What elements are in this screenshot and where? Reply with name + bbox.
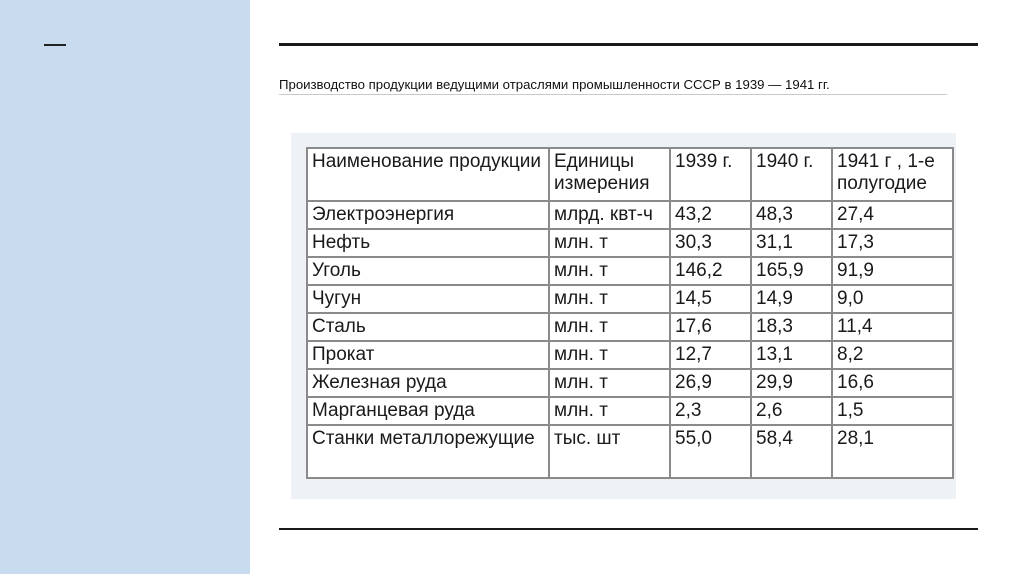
cell-1939: 43,2 — [670, 201, 751, 229]
cell-unit: млрд. квт-ч — [549, 201, 670, 229]
cell-1940: 165,9 — [751, 257, 832, 285]
cell-unit: млн. т — [549, 341, 670, 369]
header-product-name: Наименование продукции — [307, 148, 549, 201]
cell-1939: 55,0 — [670, 425, 751, 478]
cell-product: Железная руда — [307, 369, 549, 397]
cell-product: Уголь — [307, 257, 549, 285]
cell-unit: млн. т — [549, 313, 670, 341]
table-row — [307, 313, 953, 341]
cell-1939: 12,7 — [670, 341, 751, 369]
cell-unit: млн. т — [549, 397, 670, 425]
table-row — [307, 229, 953, 257]
cell-1940: 48,3 — [751, 201, 832, 229]
left-decor-panel — [0, 0, 250, 574]
cell-1940: 2,6 — [751, 397, 832, 425]
cell-1941: 11,4 — [832, 313, 953, 341]
table-header-row — [307, 148, 953, 201]
cell-1940: 13,1 — [751, 341, 832, 369]
cell-1941: 28,1 — [832, 425, 953, 478]
cell-1939: 14,5 — [670, 285, 751, 313]
cell-1940: 14,9 — [751, 285, 832, 313]
cell-1941: 9,0 — [832, 285, 953, 313]
cell-unit: млн. т — [549, 257, 670, 285]
cell-1941: 16,6 — [832, 369, 953, 397]
cell-1941: 27,4 — [832, 201, 953, 229]
cell-1939: 146,2 — [670, 257, 751, 285]
table-row — [307, 341, 953, 369]
cell-1940: 18,3 — [751, 313, 832, 341]
table-row — [307, 397, 953, 425]
cell-1941: 8,2 — [832, 341, 953, 369]
cell-unit: млн. т — [549, 229, 670, 257]
cell-1940: 29,9 — [751, 369, 832, 397]
cell-1939: 30,3 — [670, 229, 751, 257]
table-row — [307, 201, 953, 229]
cell-product: Прокат — [307, 341, 549, 369]
title-dash — [44, 44, 66, 46]
cell-product: Нефть — [307, 229, 549, 257]
cell-product: Марганцевая руда — [307, 397, 549, 425]
table-image — [291, 133, 956, 499]
cell-1940: 58,4 — [751, 425, 832, 478]
header-units: Единицы измерения — [549, 148, 670, 201]
top-divider — [279, 43, 978, 46]
cell-1941: 91,9 — [832, 257, 953, 285]
table-row — [307, 425, 953, 478]
header-1939: 1939 г. — [670, 148, 751, 201]
slide-caption: Производство продукции ведущими отраслями промышленности СССР в 1939 — 1941 гг. — [279, 76, 947, 95]
table-row — [307, 257, 953, 285]
cell-product: Станки металлорежущие — [307, 425, 549, 478]
header-1941-half: 1941 г , 1-е полугодие — [832, 148, 953, 201]
production-table — [306, 147, 954, 479]
cell-1939: 17,6 — [670, 313, 751, 341]
cell-1941: 1,5 — [832, 397, 953, 425]
cell-unit: тыс. шт — [549, 425, 670, 478]
bottom-divider — [279, 528, 978, 530]
cell-unit: млн. т — [549, 369, 670, 397]
cell-product: Чугун — [307, 285, 549, 313]
cell-1940: 31,1 — [751, 229, 832, 257]
cell-unit: млн. т — [549, 285, 670, 313]
cell-product: Сталь — [307, 313, 549, 341]
header-1940: 1940 г. — [751, 148, 832, 201]
cell-product: Электроэнергия — [307, 201, 549, 229]
cell-1941: 17,3 — [832, 229, 953, 257]
table-row — [307, 369, 953, 397]
cell-1939: 26,9 — [670, 369, 751, 397]
cell-1939: 2,3 — [670, 397, 751, 425]
table-row — [307, 285, 953, 313]
